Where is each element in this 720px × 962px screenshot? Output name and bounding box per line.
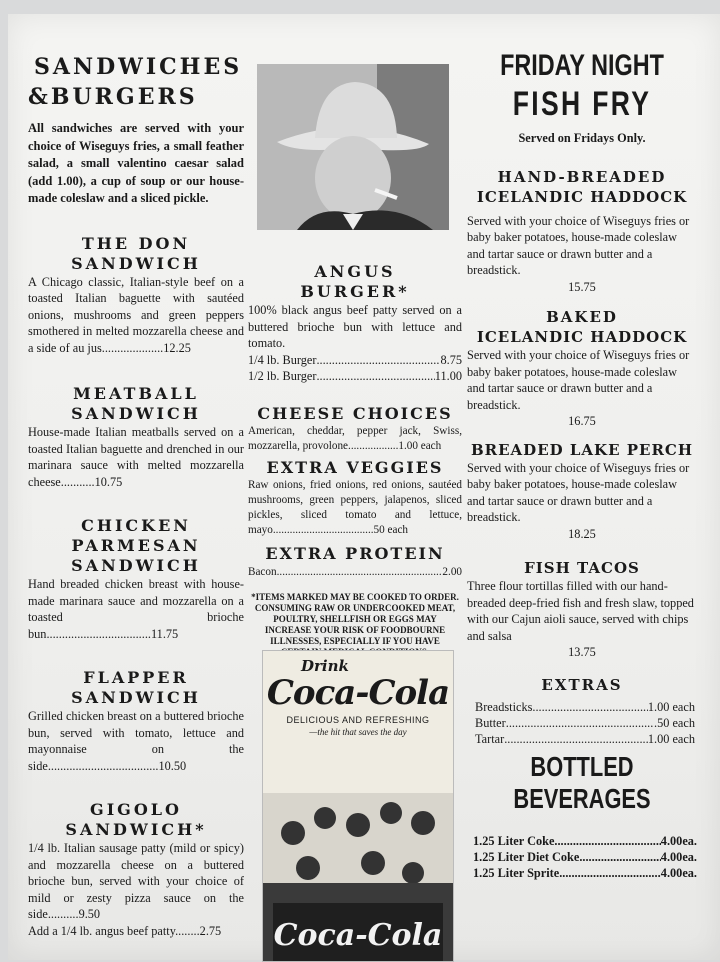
item-title: SANDWICH* (65, 820, 207, 839)
extras-section (467, 675, 697, 747)
sandwiches-title-line2: &BURGERS (28, 84, 198, 110)
burger-size-row: 1/4 lb. Burger ..... 8.75 (248, 352, 462, 368)
veggies-description: Raw onions, fried onions, red onions, sautéed mushrooms, green peppers, jalapenos, sliced pickles, sliced tomato and lettuce, mayo....................................50 each (248, 478, 462, 536)
menu-item-fish-tacos (467, 558, 697, 661)
beverages-title-line1: BOTTLED (530, 750, 634, 782)
food-safety-warning: *ITEMS MARKED MAY BE COOKED TO ORDER. CONSUMING RAW OR UNDERCOOKED MEAT, POULTRY, SHELLFISH OR EGGS MAY INCREASE YOUR RISK OF FOODBOURNE ILLNESSES, ESPECIALLY IF YOU HAVE (251, 591, 459, 646)
angus-title-line1: ANGUS (314, 262, 396, 281)
item-title: ICELANDIC HADDOCK (476, 328, 688, 346)
ad-tagline-2: —the hit that saves the day (309, 727, 407, 737)
item-price: 13.75 (568, 645, 596, 659)
item-description: Served with your choice of Wiseguys fries or baby baker potatoes, house-made coleslaw and tartar sauce or drawn butter and a breadstick. (467, 348, 690, 412)
sandwiches-intro: All sandwiches are served with your choice of Wiseguys fries, a small feather salad, a small valentino caesar salad (add 1.00), a cup of soup or our house-made coleslaw and a sliced pickle. (28, 121, 244, 205)
menu-item-flapper (28, 668, 244, 774)
burger-column (248, 262, 462, 658)
menu-item-hand-breaded-haddock (467, 167, 697, 296)
sandwiches-column (28, 52, 244, 939)
item-description: Served with your choice of Wiseguys fries or baby baker potatoes, house-made coleslaw and tartar sauce or drawn butter and a breadstick. (467, 213, 690, 277)
item-description: A Chicago classic, Italian-style beef on a toasted Italian baguette with sautéed onions, mushrooms and green peppers smothered in melted mozzarella cheese and a side of au jus....................12.25 (28, 274, 244, 355)
item-price: 9.50 (78, 907, 101, 921)
item-title: SANDWICH (71, 556, 201, 575)
cheese-description: American, cheddar, pepper jack, Swiss, mozzarella, provolone..................1.00 each (248, 424, 462, 452)
extras-title: EXTRAS (541, 675, 623, 694)
menu-item-the-don (28, 234, 244, 357)
item-price: 12.25 (163, 340, 191, 355)
extras-row: Breadsticks ..... 1.00 each (469, 699, 695, 715)
item-description: Three flour tortillas filled with our hand-breaded deep-fried fish and fresh slaw, topped with our Cajun aioli sauce, served with chips and salsa (467, 579, 694, 643)
item-title: THE DON (81, 233, 191, 253)
addon-price: 2.75 (199, 923, 222, 938)
ad-drink-text: Drink (301, 657, 349, 675)
fish-fry-title-line2: FISH FRY (512, 85, 652, 123)
item-title: SANDWICH (71, 688, 201, 707)
fish-fry-title-line1: FRIDAY NIGHT (500, 49, 664, 82)
beverages-list (467, 833, 697, 881)
extra-protein-title: EXTRA PROTEIN (265, 543, 445, 563)
burger-size-row: 1/2 lb. Burger ..... 11.00 (248, 368, 462, 384)
ad-bottom-brand: Coca-Cola (273, 918, 443, 953)
extras-row: Butter ..... .50 each (469, 715, 695, 731)
fish-fry-column (467, 48, 697, 881)
item-description: 1/4 lb. Italian sausage patty (mild or spicy) and mozzarella cheese on a buttered brioche bun, served with your choice of mild or zesty pizza sauce on the side..........9.50 (28, 841, 244, 921)
fish-fry-subtitle: Served on Fridays Only. (518, 131, 646, 145)
menu-item-gigolo (28, 800, 244, 939)
item-description: Served with your choice of Wiseguys fries or baby baker potatoes, house-made coleslaw and tartar sauce or drawn butter and a breadstick. (467, 460, 690, 524)
gangster-photo (257, 64, 449, 230)
sandwiches-title-line1: SANDWICHES (34, 54, 243, 80)
item-title: FLAPPER (83, 668, 189, 687)
menu-item-baked-haddock (467, 307, 697, 430)
item-title: HAND-BREADED (497, 167, 667, 186)
menu-item-chicken-parmesan (28, 516, 244, 642)
item-title: BREADED LAKE PERCH (470, 440, 694, 459)
beverages-title-line2: BEVERAGES (513, 782, 651, 814)
beverage-row: 1.25 Liter Coke ..... 4.00ea. (473, 833, 697, 849)
item-description: Hand breaded chicken breast with house-made marinara sauce and mozzarella on a toasted brioche bun..................................11.75 (28, 577, 244, 641)
ad-tagline: DELICIOUS AND REFRESHING (286, 715, 430, 725)
item-price: 16.75 (568, 414, 596, 428)
angus-description: 100% black angus beef patty served on a buttered brioche bun with lettuce and tomato. (248, 303, 462, 350)
item-title: MEATBALL (73, 384, 199, 403)
extra-veggies-title: EXTRA VEGGIES (266, 457, 444, 477)
menu-item-meatball (28, 384, 244, 490)
item-price: 11.75 (150, 626, 179, 641)
protein-row: Bacon ..... 2.00 (248, 564, 462, 580)
item-title: SANDWICH (71, 253, 201, 273)
menu-item-lake-perch (467, 440, 697, 543)
item-price: 18.25 (568, 526, 596, 541)
item-title: ICELANDIC HADDOCK (476, 187, 688, 206)
item-addon: Add a 1/4 lb. angus beef patty........2.75 (28, 923, 222, 938)
ad-brand-script: Coca-Cola (266, 673, 450, 713)
item-price: 10.75 (94, 474, 123, 489)
item-title: BAKED (546, 308, 618, 326)
item-price: 15.75 (568, 279, 596, 294)
item-description: House-made Italian meatballs served on a toasted Italian baguette and drenched in our marinara sauce with melted mozzarella cheese...........10.75 (28, 425, 244, 489)
item-title: GIGOLO (90, 800, 182, 819)
item-title: SANDWICH (71, 404, 201, 423)
beverage-row: 1.25 Liter Diet Coke ..... 4.00ea. (473, 849, 697, 865)
coca-cola-ad (262, 650, 454, 962)
item-title: CHICKEN (81, 516, 191, 535)
item-price: 10.50 (158, 758, 187, 773)
item-title: PARMESAN (71, 536, 201, 555)
extras-row: Tartar ..... 1.00 each (469, 731, 695, 747)
portrait-illustration (257, 64, 449, 230)
beverage-row: 1.25 Liter Sprite ..... 4.00ea. (473, 865, 697, 881)
cheese-choices-title: CHEESE CHOICES (257, 403, 453, 423)
angus-title-line2: BURGER* (300, 282, 410, 301)
item-description: Grilled chicken breast on a buttered brioche bun, served with tomato, lettuce and mayonnaise on the side....................................10.50 (28, 709, 244, 773)
item-title: FISH TACOS (524, 559, 640, 577)
